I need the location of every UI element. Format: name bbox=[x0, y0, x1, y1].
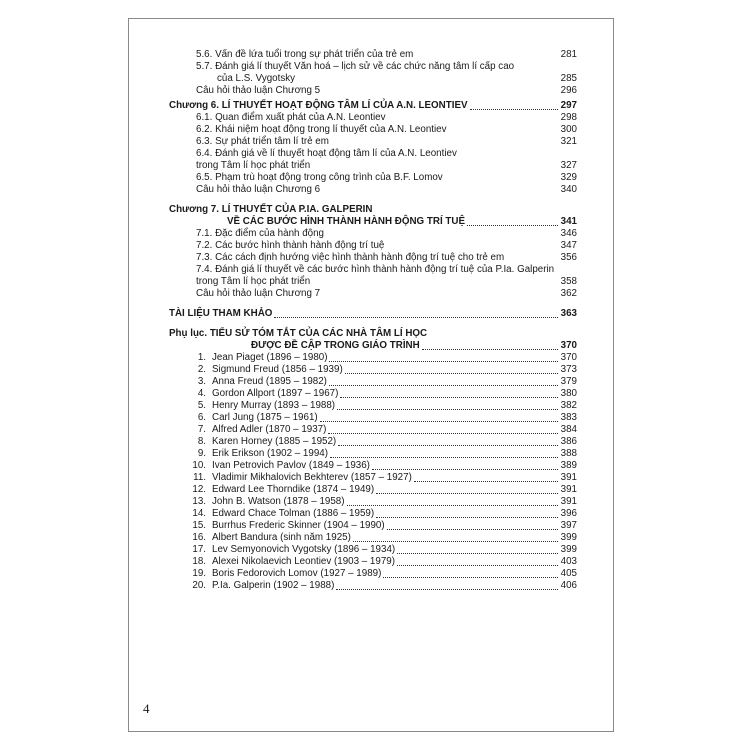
item-page: 380 bbox=[560, 388, 577, 399]
toc-entry-page: 340 bbox=[560, 184, 577, 195]
toc-entry-text: 6.5. Phạm trù hoạt động trong công trình của B.F. Lomov bbox=[196, 172, 443, 183]
appendix-item bbox=[169, 508, 577, 520]
item-text: Karen Horney (1885 – 1952) bbox=[212, 436, 337, 447]
item-text: John B. Watson (1878 – 1958) bbox=[212, 496, 345, 507]
appendix-item bbox=[169, 580, 577, 592]
item-text: Burrhus Frederic Skinner (1904 – 1990) bbox=[212, 520, 385, 531]
appendix-item bbox=[169, 400, 577, 412]
appendix-title: ĐƯỢC ĐỀ CẬP TRONG GIÁO TRÌNH bbox=[251, 340, 420, 351]
toc-entry-questions-6 bbox=[169, 184, 577, 196]
toc-entry-text: trong Tâm lí học phát triển bbox=[196, 276, 311, 287]
toc-entry-text: Câu hỏi thảo luận Chương 6 bbox=[196, 184, 321, 195]
toc-entry-page: 346 bbox=[560, 228, 577, 239]
toc-entry-text: 7.1. Đặc điểm của hành động bbox=[196, 228, 324, 239]
item-text: Edward Chace Tolman (1886 – 1959) bbox=[212, 508, 375, 519]
appendix-item bbox=[169, 412, 577, 424]
item-number: 9. bbox=[197, 448, 206, 459]
item-page: 406 bbox=[560, 580, 577, 591]
toc-entry-page: 321 bbox=[560, 136, 577, 147]
toc-entry-page: 327 bbox=[560, 160, 577, 171]
toc-entry-page: 298 bbox=[560, 112, 577, 123]
appendix-item bbox=[169, 436, 577, 448]
toc-entry-page: 358 bbox=[560, 276, 577, 287]
toc-entry-page: 300 bbox=[560, 124, 577, 135]
item-page: 373 bbox=[560, 364, 577, 375]
toc-entry-text: Câu hỏi thảo luận Chương 7 bbox=[196, 288, 321, 299]
item-number: 6. bbox=[197, 412, 206, 423]
item-page: 382 bbox=[560, 400, 577, 411]
toc-appendix-line1 bbox=[169, 328, 577, 340]
appendix-item bbox=[169, 364, 577, 376]
chapter-page: 341 bbox=[560, 216, 577, 227]
appendix-item bbox=[169, 472, 577, 484]
item-number: 13. bbox=[192, 496, 206, 507]
toc-entry-6-2 bbox=[169, 124, 577, 136]
appendix-item bbox=[169, 496, 577, 508]
toc-entry-7-3 bbox=[169, 252, 577, 264]
toc-entry-text: 5.7. Đánh giá lí thuyết Văn hoá – lịch sử về các chức năng tâm lí cấp cao bbox=[196, 61, 515, 72]
table-of-contents bbox=[169, 49, 577, 592]
appendix-item bbox=[169, 556, 577, 568]
toc-entry-7-2 bbox=[169, 240, 577, 252]
toc-entry-page: 362 bbox=[560, 288, 577, 299]
toc-entry-6-3 bbox=[169, 136, 577, 148]
item-number: 7. bbox=[197, 424, 206, 435]
toc-entry-text: 6.4. Đánh giá về lí thuyết hoạt động tâm lí của A.N. Leontiev bbox=[196, 148, 457, 159]
toc-entry-5-6 bbox=[169, 49, 577, 61]
item-page: 391 bbox=[560, 484, 577, 495]
toc-entry-text: 7.4. Đánh giá lí thuyết về các bước hình thành hành động trí tuệ của P.Ia. Galperin bbox=[196, 264, 555, 275]
toc-references bbox=[169, 308, 577, 320]
item-number: 5. bbox=[197, 400, 206, 411]
item-text: Erik Erikson (1902 – 1994) bbox=[212, 448, 328, 459]
book-page bbox=[128, 18, 614, 732]
toc-entry-questions-5 bbox=[169, 85, 577, 97]
item-text: Boris Fedorovich Lomov (1927 – 1989) bbox=[212, 568, 382, 579]
toc-entry-text: 6.1. Quan điểm xuất phát của A.N. Leontiev bbox=[196, 112, 386, 123]
references-page: 363 bbox=[560, 308, 577, 319]
item-page: 370 bbox=[560, 352, 577, 363]
toc-entry-5-7 bbox=[169, 61, 577, 73]
chapter-title: Chương 7. LÍ THUYẾT CỦA P.IA. GALPERIN bbox=[169, 204, 373, 215]
item-text: Ivan Petrovich Pavlov (1849 – 1936) bbox=[212, 460, 370, 471]
item-page: 391 bbox=[560, 496, 577, 507]
item-page: 399 bbox=[560, 544, 577, 555]
references-title: TÀI LIỆU THAM KHẢO bbox=[169, 308, 273, 319]
chapter-title: VỀ CÁC BƯỚC HÌNH THÀNH HÀNH ĐỘNG TRÍ TUỆ bbox=[227, 216, 466, 227]
item-number: 20. bbox=[192, 580, 206, 591]
item-page: 384 bbox=[560, 424, 577, 435]
toc-entry-page: 296 bbox=[560, 85, 577, 96]
appendix-item bbox=[169, 352, 577, 364]
appendix-item bbox=[169, 544, 577, 556]
item-page: 383 bbox=[560, 412, 577, 423]
toc-entry-text: 7.2. Các bước hình thành hành động trí tuệ bbox=[196, 240, 385, 251]
appendix-item bbox=[169, 424, 577, 436]
item-number: 1. bbox=[197, 352, 206, 363]
item-number: 15. bbox=[192, 520, 206, 531]
appendix-item bbox=[169, 484, 577, 496]
appendix-item bbox=[169, 568, 577, 580]
toc-chapter-7-line2 bbox=[169, 216, 577, 228]
toc-entry-6-4 bbox=[169, 148, 577, 160]
item-page: 391 bbox=[560, 472, 577, 483]
toc-entry-questions-7 bbox=[169, 288, 577, 300]
item-number: 18. bbox=[192, 556, 206, 567]
toc-entry-page: 281 bbox=[560, 49, 577, 60]
item-number: 17. bbox=[192, 544, 206, 555]
item-text: Carl Jung (1875 – 1961) bbox=[212, 412, 318, 423]
item-number: 4. bbox=[197, 388, 206, 399]
toc-entry-page: 285 bbox=[560, 73, 577, 84]
item-number: 12. bbox=[192, 484, 206, 495]
toc-entry-7-4-cont bbox=[169, 276, 577, 288]
appendix-item bbox=[169, 376, 577, 388]
toc-entry-page: 356 bbox=[560, 252, 577, 263]
toc-entry-5-7-cont bbox=[169, 73, 577, 85]
item-page: 405 bbox=[560, 568, 577, 579]
appendix-page: 370 bbox=[560, 340, 577, 351]
item-page: 403 bbox=[560, 556, 577, 567]
appendix-item bbox=[169, 388, 577, 400]
item-text: Alfred Adler (1870 – 1937) bbox=[212, 424, 327, 435]
item-page: 399 bbox=[560, 532, 577, 543]
item-text: Edward Lee Thorndike (1874 – 1949) bbox=[212, 484, 375, 495]
toc-chapter-6 bbox=[169, 100, 577, 112]
toc-entry-6-1 bbox=[169, 112, 577, 124]
chapter-page: 297 bbox=[560, 100, 577, 111]
item-number: 19. bbox=[192, 568, 206, 579]
item-number: 10. bbox=[192, 460, 206, 471]
appendix-item bbox=[169, 520, 577, 532]
toc-entry-text: 7.3. Các cách định hướng việc hình thành hành động trí tuệ cho trẻ em bbox=[196, 252, 505, 263]
toc-entry-text: 6.2. Khái niệm hoạt động trong lí thuyết của A.N. Leontiev bbox=[196, 124, 447, 135]
item-page: 388 bbox=[560, 448, 577, 459]
item-number: 16. bbox=[192, 532, 206, 543]
appendix-title: Phụ lục. TIỂU SỬ TÓM TẮT CỦA CÁC NHÀ TÂM LÍ HỌC bbox=[169, 328, 428, 339]
toc-entry-text: trong Tâm lí học phát triển bbox=[196, 160, 311, 171]
item-page: 397 bbox=[560, 520, 577, 531]
item-text: Albert Bandura (sinh năm 1925) bbox=[212, 532, 351, 543]
appendix-item bbox=[169, 448, 577, 460]
item-text: Alexei Nikolaevich Leontiev (1903 – 1979) bbox=[212, 556, 395, 567]
toc-entry-page: 329 bbox=[560, 172, 577, 183]
appendix-list bbox=[169, 352, 577, 592]
item-number: 14. bbox=[192, 508, 206, 519]
item-text: Henry Murray (1893 – 1988) bbox=[212, 400, 336, 411]
item-page: 396 bbox=[560, 508, 577, 519]
item-number: 11. bbox=[193, 472, 206, 483]
toc-entry-text: của L.S. Vygotsky bbox=[217, 73, 296, 84]
item-text: Anna Freud (1895 – 1982) bbox=[212, 376, 327, 387]
toc-appendix-line2 bbox=[169, 340, 577, 352]
item-text: Gordon Allport (1897 – 1967) bbox=[212, 388, 339, 399]
toc-entry-text: 6.3. Sự phát triển tâm lí trẻ em bbox=[196, 136, 329, 147]
appendix-item bbox=[169, 460, 577, 472]
appendix-item bbox=[169, 532, 577, 544]
item-number: 3. bbox=[197, 376, 206, 387]
item-number: 8. bbox=[197, 436, 206, 447]
toc-chapter-7-line1 bbox=[169, 204, 577, 216]
item-page: 379 bbox=[560, 376, 577, 387]
item-text: Jean Piaget (1896 – 1980) bbox=[212, 352, 328, 363]
toc-entry-page: 347 bbox=[560, 240, 577, 251]
item-number: 2. bbox=[197, 364, 206, 375]
item-text: Lev Semyonovich Vygotsky (1896 – 1934) bbox=[212, 544, 396, 555]
chapter-title: Chương 6. LÍ THUYẾT HOẠT ĐỘNG TÂM LÍ CỦA A.N. LEONTIEV bbox=[169, 100, 468, 111]
toc-entry-text: Câu hỏi thảo luận Chương 5 bbox=[196, 85, 321, 96]
toc-entry-7-4 bbox=[169, 264, 577, 276]
item-text: P.Ia. Galperin (1902 – 1988) bbox=[212, 580, 335, 591]
page-number: 4 bbox=[143, 701, 150, 716]
toc-entry-7-1 bbox=[169, 228, 577, 240]
item-page: 389 bbox=[560, 460, 577, 471]
item-text: Vladimir Mikhalovich Bekhterev (1857 – 1927) bbox=[212, 472, 412, 483]
toc-entry-6-4-cont bbox=[169, 160, 577, 172]
item-text: Sigmund Freud (1856 – 1939) bbox=[212, 364, 343, 375]
item-page: 386 bbox=[560, 436, 577, 447]
toc-entry-6-5 bbox=[169, 172, 577, 184]
toc-entry-text: 5.6. Vấn đề lứa tuổi trong sự phát triển của trẻ em bbox=[196, 49, 414, 60]
